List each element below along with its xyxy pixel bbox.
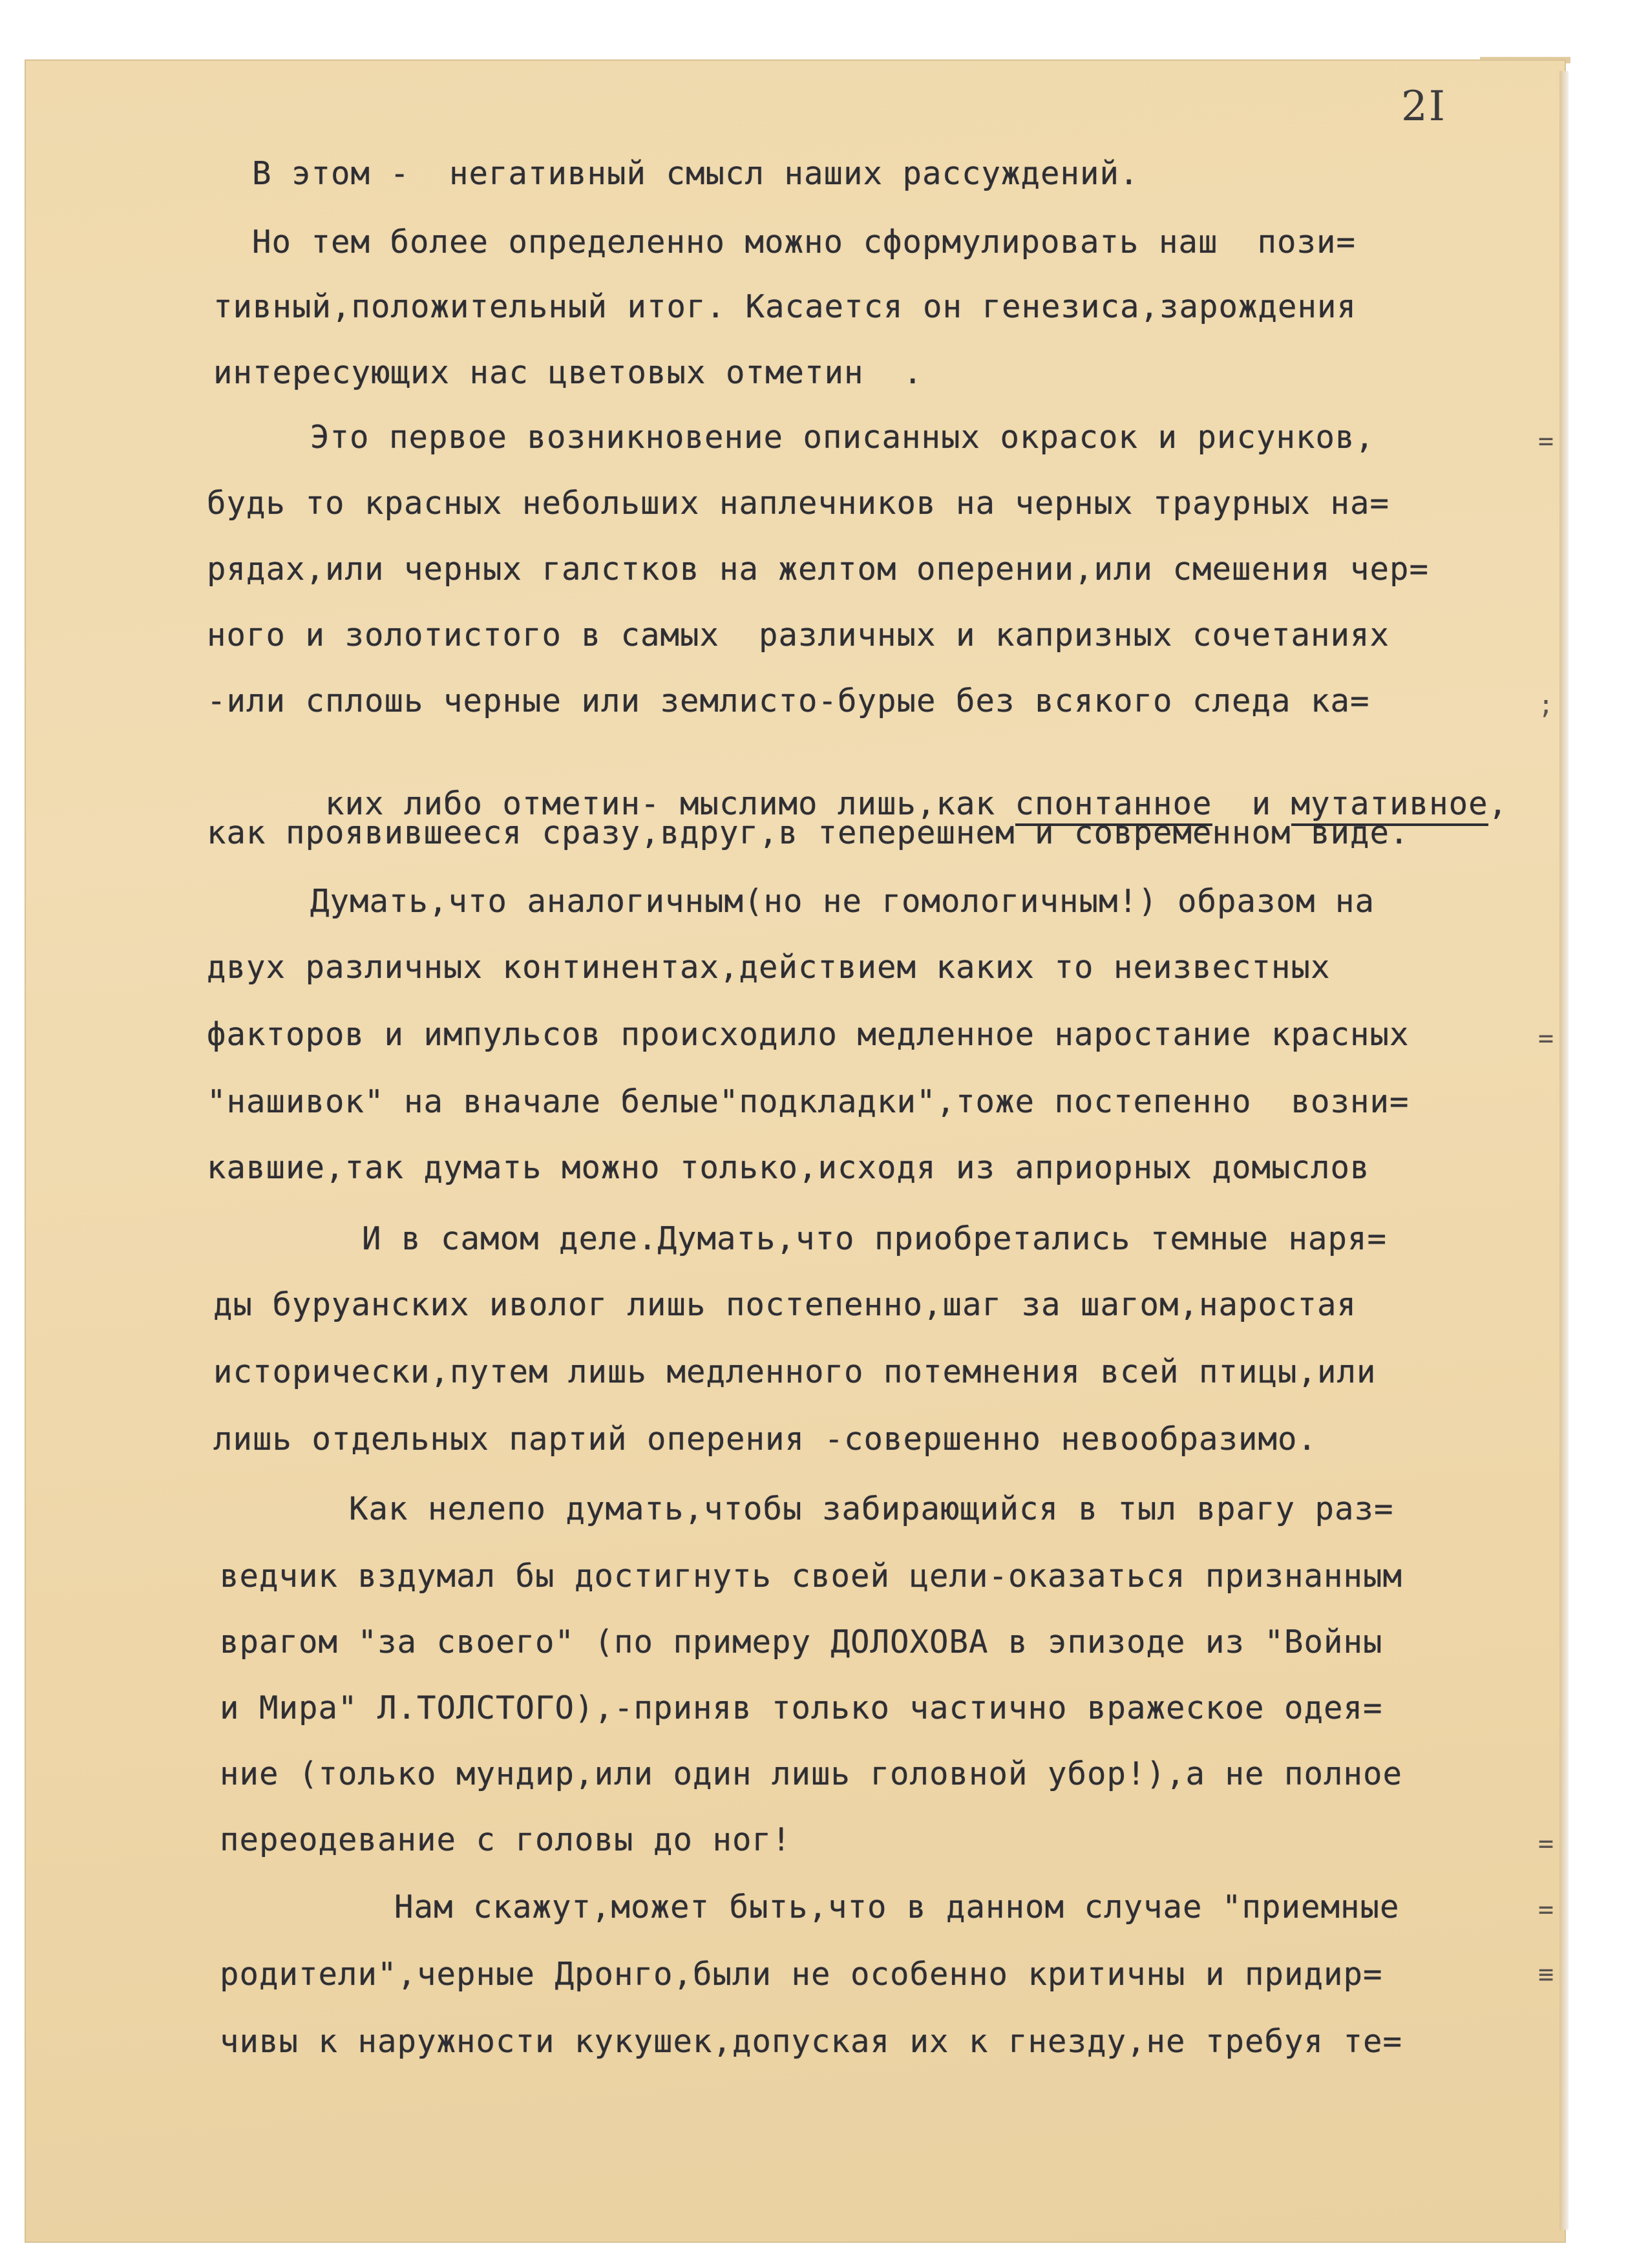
text-line-18: ды буруанских иволог лишь постепенно,шаг за шагом,наростая [213,1286,1357,1323]
text-line-24: и Мира" Л.ТОЛСТОГО),-приняв только частично вражеское одея= [220,1690,1383,1726]
text-line-29: чивы к наружности кукушек,допуская их к гнезду,не требуя те= [220,2023,1403,2060]
text-line-11: как проявившееся сразу,вдруг,в теперешнем и современном виде. [207,814,1410,851]
text-line-25: ние (только мундир,или один лишь головной убор!),а не полное [220,1755,1403,1792]
text-line-1: В этом - негативный смысл наших рассуждений. [252,155,1139,192]
text-line-19: исторически,путем лишь медленного потемнения всей птицы,или [213,1353,1377,1390]
margin-mark: = [1538,1895,1554,1925]
text-line-20: лишь отдельных партий оперения -совершенно невообразимо. [213,1421,1318,1457]
margin-mark: = [1538,1024,1554,1054]
text-line-23: врагом "за своего" (по примеру ДОЛОХОВА в эпизоде из "Войны [220,1624,1383,1660]
text-line-10-start: ких либо отметин- мыслимо лишь,как [325,785,1015,822]
margin-mark: ≡ [1538,1960,1554,1989]
text-line-27: Нам скажут,может быть,что в данном случае "приемные [394,1889,1400,1925]
text-line-7: рядах,или черных галстков на желтом оперении,или смешения чер= [207,551,1430,588]
text-line-13: двух различных континентах,действием каких то неизвестных [207,949,1331,986]
underlined-word-spontaneous: спонтанное [1015,785,1212,826]
text-line-21: Как нелепо думать,чтобы забирающийся в тыл врагу раз= [349,1490,1394,1527]
text-line-4: интересующих нас цветовых отметин . [213,354,924,391]
margin-mark: = [1538,1829,1554,1859]
text-line-10-end: , [1488,785,1508,822]
text-line-22: ведчик вздумал бы достигнуть своей цели-оказаться признанным [220,1558,1403,1595]
page-number: 2I [1401,83,1446,131]
text-line-16: кавшие,так думать можно только,исходя из априорных домыслов [207,1149,1370,1186]
underlined-word-mutative: мутативное [1291,785,1488,826]
text-line-28: родители",черные Дронго,были не особенно критичны и придир= [220,1956,1383,1993]
text-line-9: -или сплошь черные или землисто-бурые без всякого следа ка= [207,683,1370,719]
text-line-26: переодевание с головы до ног! [220,1821,792,1858]
text-line-3: тивный,положительный итог. Касается он генезиса,зарождения [213,288,1357,325]
text-line-5: Это первое возникновение описанных окрасок и рисунков, [310,419,1375,456]
text-line-15: "нашивок" на вначале белые"подкладки",тоже постепенно возни= [207,1083,1410,1120]
margin-mark: ; [1538,690,1554,720]
text-line-6: будь то красных небольших наплечников на черных траурных на= [207,485,1390,522]
text-line-17: И в самом деле.Думать,что приобретались темные наря= [362,1220,1388,1257]
text-line-10-middle: и [1212,785,1291,822]
text-line-2: Но тем более определенно можно сформулировать наш пози= [252,224,1357,260]
text-line-12: Думать,что аналогичным(но не гомологичным!) образом на [310,883,1375,920]
text-line-14: факторов и импульсов происходило медленное наростание красных [207,1016,1410,1053]
text-line-8: ного и золотистого в самых различных и капризных сочетаниях [207,617,1390,653]
margin-mark: = [1538,427,1554,456]
